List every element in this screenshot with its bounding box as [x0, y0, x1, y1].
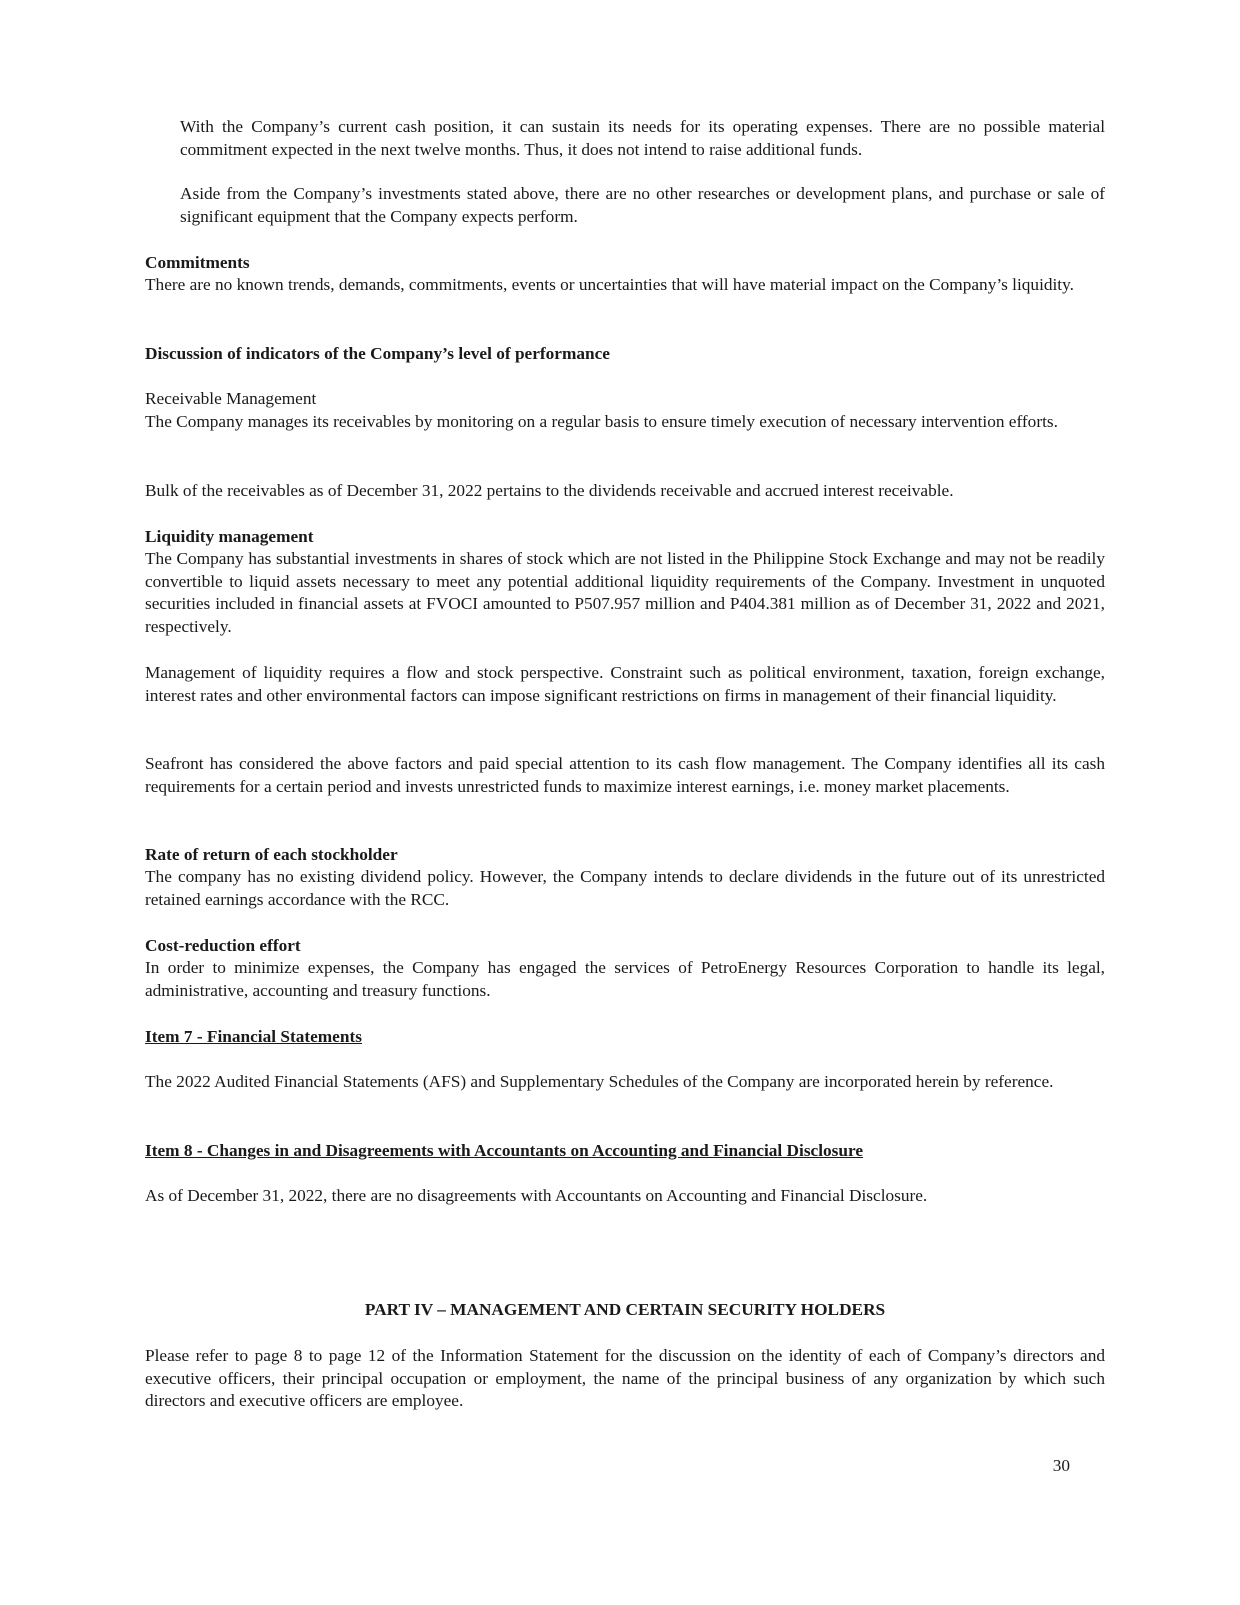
page-number: 30 — [1052, 1456, 1070, 1475]
cost-reduction-text: In order to minimize expenses, the Company has engaged the services of PetroEnergy Resources Corporation to handle its legal, administrative, accounting and treasury functions. — [145, 958, 1105, 1000]
commitments-text: There are no known trends, demands, commitments, events or uncertainties that will have material impact on the Company’s liquidity. — [145, 275, 1074, 294]
liquidity-text-3: Seafront has considered the above factors and paid special attention to its cash flow management. The Company identifies all its cash requirements for a certain period and invests unrestricted funds to maximize interest earnings, i.e. money market placements. — [145, 754, 1105, 796]
part4-text: Please refer to page 8 to page 12 of the Information Statement for the discussion on the identity of each of Company’s directors and executive officers, their principal occupation or employment, the name of the principal business of any organization by which such directors and executive officers are employee. — [145, 1346, 1105, 1411]
liquidity-heading: Liquidity management — [145, 527, 314, 546]
commitments-heading: Commitments — [145, 253, 250, 272]
aside-investments-paragraph: Aside from the Company’s investments stated above, there are no other researches or development plans, and purchase or sale of significant equipment that the Company expects perform. — [180, 184, 1105, 226]
liquidity-text-2: Management of liquidity requires a flow and stock perspective. Constraint such as political environment, taxation, foreign exchange, interest rates and other environmental factors can impose significant restrictions on firms in management of their financial liquidity. — [145, 663, 1105, 705]
receivable-text-2: Bulk of the receivables as of December 31, 2022 pertains to the dividends receivable and accrued interest receivable. — [145, 481, 954, 500]
receivable-text: The Company manages its receivables by monitoring on a regular basis to ensure timely execution of necessary intervention efforts. — [145, 412, 1058, 431]
part4-heading: PART IV – MANAGEMENT AND CERTAIN SECURITY HOLDERS — [364, 1300, 886, 1319]
rate-of-return-heading: Rate of return of each stockholder — [145, 845, 398, 864]
item8-text: As of December 31, 2022, there are no disagreements with Accountants on Accounting and Financial Disclosure. — [145, 1186, 928, 1205]
item8-heading: Item 8 - Changes in and Disagreements with Accountants on Accounting and Financial Disclosure — [145, 1141, 864, 1160]
cash-position-paragraph: With the Company’s current cash position, it can sustain its needs for its operating expenses. There are no possible material commitment expected in the next twelve months. Thus, it does not intend to raise additional funds. — [180, 117, 1105, 159]
item7-text: The 2022 Audited Financial Statements (AFS) and Supplementary Schedules of the Company are incorporated herein by reference. — [145, 1072, 1054, 1091]
item7-heading: Item 7 - Financial Statements — [145, 1027, 362, 1046]
indicators-heading: Discussion of indicators of the Company’s level of performance — [145, 344, 610, 363]
liquidity-text-1: The Company has substantial investments in shares of stock which are not listed in the Philippine Stock Exchange and may not be readily convertible to liquid assets necessary to meet any potential additional liquidity requirements of the Company. Investment in unquoted securities included in financial assets at FVOCI amounted to P507.957 million and P404.381 million as of December 31, 2022 and 2021, respectively. — [145, 549, 1105, 636]
receivable-heading: Receivable Management — [145, 389, 317, 408]
cost-reduction-heading: Cost-reduction effort — [145, 936, 301, 955]
rate-of-return-text: The company has no existing dividend policy. However, the Company intends to declare dividends in the future out of its unrestricted retained earnings accordance with the RCC. — [145, 867, 1105, 909]
